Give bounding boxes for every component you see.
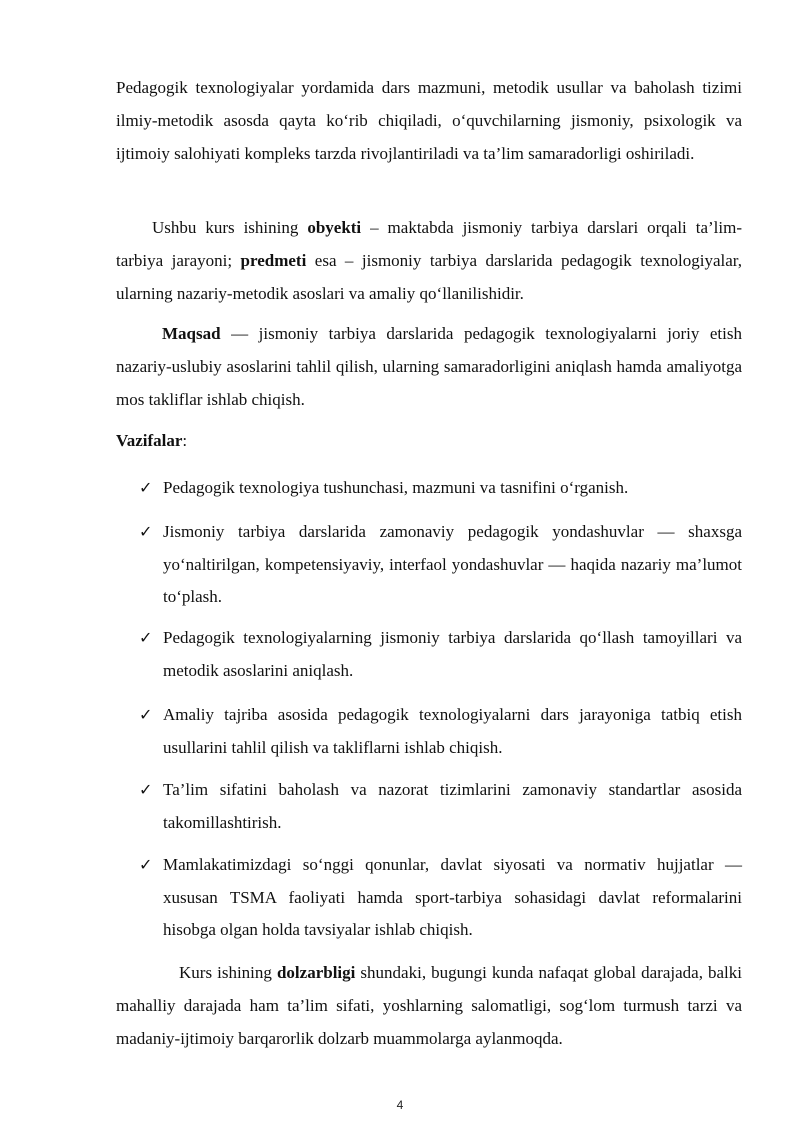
- tasks-heading: [116, 425, 742, 458]
- checkmark-icon: ✓: [139, 705, 153, 724]
- tasks-heading-colon: :: [182, 431, 188, 450]
- page-number: 4: [396, 1098, 404, 1112]
- intro-text: Pedagogik texnologiyalar yordamida dars mazmuni, metodik usullar va baholash tizimi ilmiy-metodik asosda qayta ko‘rib chiqiladi, o‘quvchilarning jismoniy, psixologik va ijtimoiy salohiyati kompleks tarzda rivojlantiriladi va ta’lim samaradorligi oshiriladi.: [116, 78, 742, 163]
- object-term: obyekti: [307, 218, 362, 237]
- checkmark-icon: ✓: [139, 855, 153, 874]
- object-paragraph: [116, 212, 742, 310]
- checkmark-icon: ✓: [139, 780, 153, 799]
- task-text: Jismoniy tarbiya darslarida zamonaviy pedagogik yondashuvlar — shaxsga yo‘naltirilgan, kompetensiyaviy, interfaol yondashuvlar — haqida nazariy ma’lumot to‘plash.: [163, 522, 742, 606]
- task-item: [139, 699, 742, 764]
- task-text: Pedagogik texnologiyalarning jismoniy tarbiya darslarida qo‘llash tamoyillari va metodik asoslarini aniqlash.: [163, 628, 742, 680]
- relevance-paragraph: [116, 957, 742, 1055]
- checkmark-icon: ✓: [139, 522, 153, 541]
- checkmark-icon: ✓: [139, 628, 153, 647]
- object-text-3: esa – jismoniy tarbiya darslarida pedagogik texnologiyalar, ularning nazariy-metodik asoslari va amaliy qo‘llanilishidir.: [116, 250, 742, 303]
- task-item: [139, 774, 742, 839]
- relevance-text-1: Kurs ishining: [179, 963, 277, 982]
- goal-text: — jismoniy tarbiya darslarida pedagogik texnologiyalarni joriy etish nazariy-uslubiy asoslarini tahlil qilish, ularning samaradorligini aniqlash hamda amaliyotga mos takliflar ishlab chiqish.: [116, 324, 742, 409]
- relevance-text-2: shundaki, bugungi kunda nafaqat global darajada, balki mahalliy darajada ham ta’lim sifati, yoshlarning salomatligi, sog‘lom turmush tarzi va madaniy-ijtimoiy barqarorlik dolzarb muammolarga aylanmoqda.: [116, 963, 742, 1048]
- goal-paragraph: [116, 318, 742, 416]
- task-text: Pedagogik texnologiya tushunchasi, mazmuni va tasnifini o‘rganish.: [163, 478, 629, 497]
- task-item: [139, 516, 742, 614]
- relevance-term: dolzarbligi: [276, 963, 356, 982]
- task-text: Mamlakatimizdagi so‘nggi qonunlar, davlat siyosati va normativ hujjatlar — xususan TSMA faoliyati hamda sport-tarbiya sohasidagi davlat reformalarini hisobga olgan holda tavsiyalar ishlab chiqish.: [163, 855, 742, 939]
- tasks-heading-label: Vazifalar: [116, 431, 183, 450]
- task-item: [139, 849, 742, 947]
- task-text: Ta’lim sifatini baholash va nazorat tizimlarini zamonaviy standartlar asosida takomillashtirish.: [163, 780, 742, 832]
- task-item: [139, 622, 742, 687]
- task-item: [139, 472, 742, 505]
- intro-paragraph: [116, 72, 742, 170]
- object-text-2: – maktabda jismoniy tarbiya darslari orqali ta’lim-tarbiya jarayoni;: [116, 218, 742, 270]
- subject-term: predmeti: [240, 250, 307, 270]
- task-text: Amaliy tajriba asosida pedagogik texnologiyalarni dars jarayoniga tatbiq etish usullarini tahlil qilish va takliflarni ishlab chiqish.: [163, 705, 742, 757]
- goal-term: Maqsad: [162, 324, 221, 343]
- object-text-1: Ushbu kurs ishining: [152, 218, 308, 237]
- checkmark-icon: ✓: [139, 478, 153, 497]
